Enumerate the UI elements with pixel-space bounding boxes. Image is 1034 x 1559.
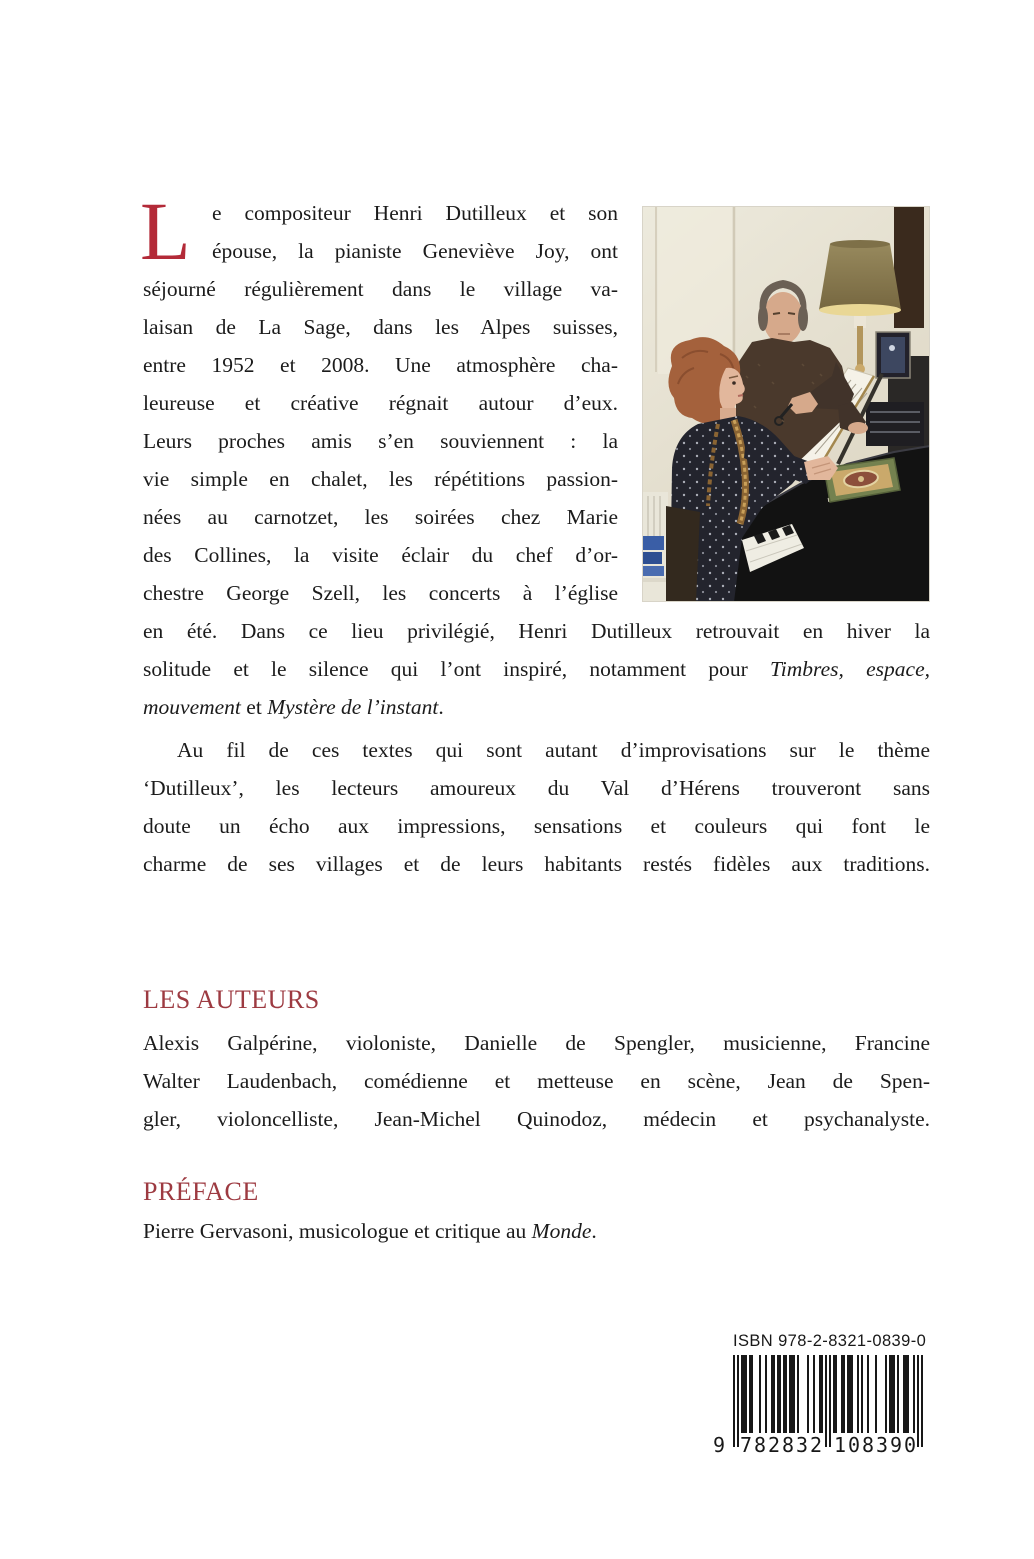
text-line: Walter Laudenbach, comédienne et metteuse en scène, Jean de Spen- — [143, 1069, 930, 1093]
barcode-digit: 8 — [781, 1433, 795, 1457]
barcode-digit: 9 — [712, 1433, 726, 1457]
text-line: entre 1952 et 2008. Une atmosphère cha- — [143, 353, 618, 377]
synopsis-paragraph-2 — [143, 731, 930, 883]
barcode-digit: 8 — [753, 1433, 767, 1457]
barcode-digit: 7 — [739, 1433, 753, 1457]
text-line: mouvement et Mystère de l’instant. — [143, 695, 444, 719]
synopsis-paragraph-1-continuation — [143, 612, 930, 726]
picture-frame — [876, 332, 910, 378]
isbn-label: ISBN 978-2-8321-0839-0 — [733, 1332, 927, 1350]
text-line: laisan de La Sage, dans les Alpes suisses, — [143, 315, 618, 339]
barcode-digit: 2 — [809, 1433, 823, 1457]
text-line: nées au carnotzet, les soirées chez Marie — [143, 505, 618, 529]
text-line: Leurs proches amis s’en souviennent : la — [143, 429, 618, 453]
barcode-digit: 2 — [767, 1433, 781, 1457]
photo-dutilleux-and-joy-at-piano — [642, 206, 930, 602]
text-line: vie simple en chalet, les répétitions passion- — [143, 467, 618, 491]
text-line: solitude et le silence qui l’ont inspiré, notamment pour Timbres, espace, — [143, 657, 930, 681]
text-line: en été. Dans ce lieu privilégié, Henri Dutilleux retrouvait en hiver la — [143, 619, 930, 643]
drop-cap: L — [140, 185, 191, 277]
barcode-digit: 3 — [795, 1433, 809, 1457]
text-line: séjourné régulièrement dans le village va- — [143, 277, 618, 301]
ean13-barcode — [703, 1351, 953, 1457]
text-line: charme de ses villages et de leurs habitants restés fidèles aux traditions. — [143, 852, 930, 876]
text-line: chestre George Szell, les concerts à l’église — [143, 581, 618, 605]
text-line: leureuse et créative régnait autour d’eux. — [143, 391, 618, 415]
text-line: e compositeur Henri Dutilleux et son — [212, 201, 618, 225]
barcode-digit: 3 — [875, 1433, 889, 1457]
authors-text — [143, 1024, 930, 1138]
isbn-barcode-block — [703, 1332, 953, 1462]
barcode-digit: 8 — [861, 1433, 875, 1457]
barcode-digit: 0 — [847, 1433, 861, 1457]
photo-illustration — [642, 206, 930, 602]
text-line: gler, violoncelliste, Jean-Michel Quinodoz, médecin et psychanalyste. — [143, 1107, 930, 1131]
chair — [666, 506, 700, 602]
authors-heading: LES AUTEURS — [143, 985, 320, 1014]
text-line: doute un écho aux impressions, sensations et couleurs qui font le — [143, 814, 930, 838]
barcode-digit: 9 — [889, 1433, 903, 1457]
preface-heading: PRÉFACE — [143, 1177, 259, 1206]
text-line: des Collines, la visite éclair du chef d’or- — [143, 543, 618, 567]
text-line: Au fil de ces textes qui sont autant d’improvisations sur le thème — [177, 738, 930, 762]
preface-text — [143, 1212, 930, 1250]
barcode-digit: 1 — [833, 1433, 847, 1457]
stereo-unit — [866, 402, 924, 446]
synopsis-paragraph-1-column — [143, 194, 618, 612]
text-line: Alexis Galpérine, violoniste, Danielle de Spengler, musicienne, Francine — [143, 1031, 930, 1055]
text-line: ‘Dutilleux’, les lecteurs amoureux du Val d’Hérens trouveront sans — [143, 776, 930, 800]
barcode-digit: 0 — [903, 1433, 917, 1457]
text-line: Pierre Gervasoni, musicologue et critique au Monde. — [143, 1219, 597, 1243]
text-line: épouse, la pianiste Geneviève Joy, ont — [212, 239, 618, 263]
